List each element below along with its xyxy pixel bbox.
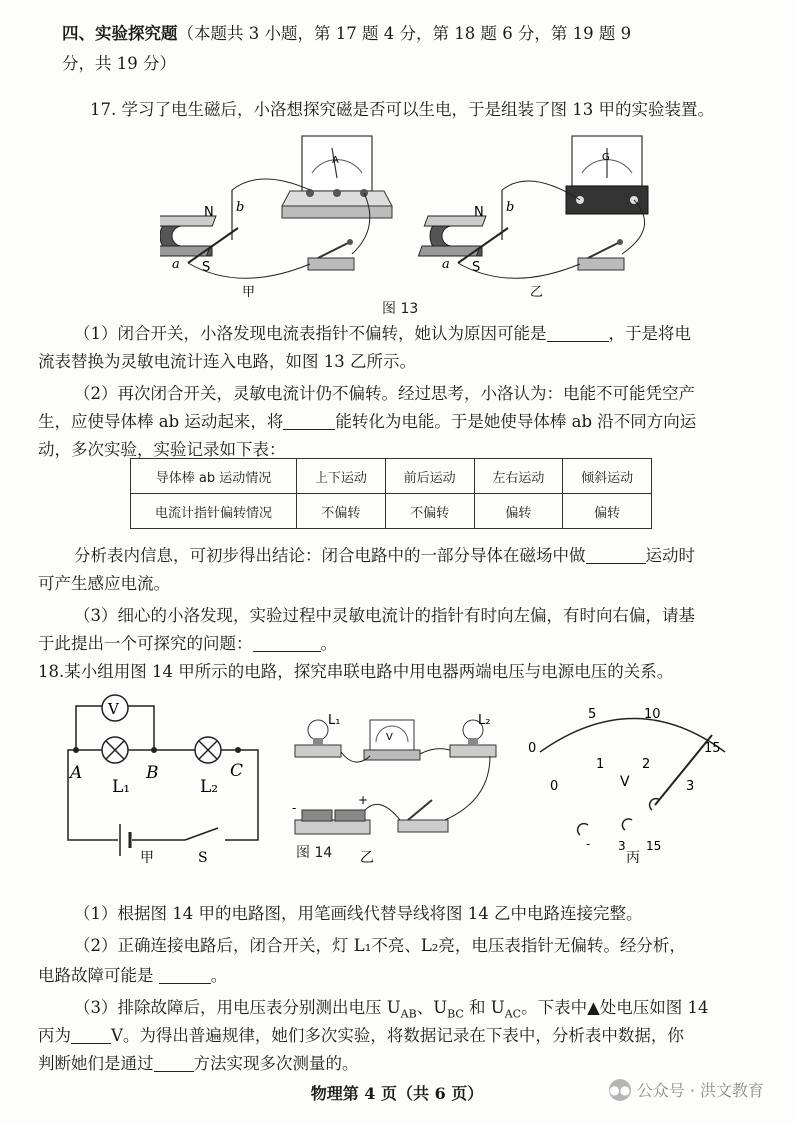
q18-p3-line3 [38,1054,794,1074]
table-cell: 前后运动 [385,459,474,494]
terminal-15: 15 [646,839,662,853]
scale-bottom-2: 2 [642,757,651,772]
scale-bottom-0: 0 [550,779,559,794]
figure-14-jia [68,695,258,866]
label-l1: L₁ [112,777,131,797]
subscript-bc: BC [447,1007,464,1021]
figure-13-caption: 图 13 [382,301,419,317]
q17-p3-line1: （3）细心的小洛发现，实验过程中灵敏电流计的指针有时向左偏，有时向右偏，请基 [74,606,695,625]
table-row [131,459,652,494]
table-cell: 左右运动 [474,459,563,494]
q18-p2-line2 [38,966,794,986]
q17-p2-line2 [38,412,794,432]
figure-14 [40,690,750,880]
answer-blank[interactable] [547,325,609,342]
galv-label: G [602,152,610,163]
section-note: （本题共 3 小题，第 17 题 4 分，第 18 题 6 分，第 19 题 9 [177,24,632,43]
scale-top-10: 10 [644,707,661,722]
figure-13-jia [160,136,392,300]
q17-p3-line2 [38,634,794,654]
q17-p3-text-2: 。 [320,634,337,653]
q17-p2-text: 生，应使导体棒 ab 运动起来，将 [38,412,284,431]
q17-analysis-text-2: 运动时 [645,546,695,565]
ammeter-label: A [332,155,339,166]
scale-top-0: 0 [528,741,537,756]
answer-blank[interactable] [253,635,321,652]
section-title: 四、实验探究题 [62,24,178,43]
meter-v-yi: V [386,732,393,743]
label-jia-14: 甲 [140,850,154,866]
answer-blank[interactable] [586,547,646,564]
q18-p3-sep-2: 和 U [463,998,505,1017]
table-cell: 不偏转 [385,494,474,529]
label-s: S [202,260,211,275]
answer-blank[interactable] [71,1027,111,1044]
label-a-point: A [70,763,83,783]
q18-p3-text-6: 方法实现多次测量的。 [193,1054,359,1073]
q18-p3-text-5: 判断她们是通过 [38,1054,154,1073]
label-l2-yi: L₂ [478,713,491,728]
q18-p2-text-2: 。 [210,966,228,985]
label-s-switch: S [198,850,208,866]
watermark-text: 公众号 · 洪文教育 [636,1081,764,1100]
label-b-2: b [506,200,515,215]
table-cell: 偏转 [474,494,563,529]
q18-p3-line2 [38,1026,794,1046]
label-b: b [236,200,245,215]
label-jia: 甲 [242,285,256,300]
wechat-icon: ●● [609,1079,631,1101]
q18-p3-text-3: 丙为 [38,1026,71,1045]
q17-p2-line1: （2）再次闭合开关，灵敏电流计仍不偏转。经过思考，小洛认为：电能不可能凭空产 [74,384,695,403]
label-a-2: a [442,257,450,272]
answer-blank[interactable] [154,1055,194,1072]
section-header [62,24,794,44]
q17-p3-text: 于此提出一个可探究的问题： [38,634,253,653]
scale-bottom-3: 3 [686,779,695,794]
q18-p3-sep: 、U [416,998,448,1017]
figure-14-bing [528,707,725,866]
table-cell: 偏转 [563,494,652,529]
figure-13 [160,128,670,308]
dial-v-label: V [620,774,630,790]
experiment-table [130,458,652,529]
q17-analysis-line2: 可产生感应电流。 [38,574,170,593]
label-b-point: B [146,763,159,783]
scale-bottom-1: 1 [596,757,605,772]
q17-p2-text-2: 能转化为电能。于是她使导体棒 ab 沿不同方向运 [335,412,697,431]
q17-p2-line3: 动，多次实验，实验记录如下表： [38,440,286,459]
subscript-ab: AB [400,1007,417,1021]
q18-p3-text-4: V。为得出普遍规律，她们多次实验，将数据记录在下表中，分析表中数据，你 [111,1026,684,1045]
section-note-cont: 分，共 19 分） [62,54,176,73]
label-yi-14: 乙 [360,850,374,866]
label-s-2: S [472,260,481,275]
terminal-3: 3 [618,839,626,853]
label-a: a [172,257,180,272]
q17-analysis-text: 分析表内信息，可初步得出结论：闭合电路中的一部分导体在磁场中做 [74,546,586,565]
table-cell: 导体棒 ab 运动情况 [131,459,297,494]
q17-p1-line2: 流表替换为灵敏电流计连入电路，如图 13 乙所示。 [38,352,416,371]
label-l2: L₂ [200,777,219,797]
watermark [609,1078,764,1101]
q17-p1-text: （1）闭合开关，小洛发现电流表指针不偏转，她认为原因可能是 [74,324,547,343]
q18-p3-line1 [74,998,794,1024]
label-n-2: N [474,205,484,220]
q18-p2-text: 电路故障可能是 [38,966,154,985]
label-v: V [108,700,119,718]
label-l1-yi: L₁ [328,713,341,728]
answer-blank[interactable] [283,413,335,430]
figure-14-caption: 图 14 [296,845,333,861]
scale-top-15: 15 [704,741,721,756]
table-row [131,494,652,529]
label-n: N [204,205,214,220]
scale-top-5: 5 [588,707,597,722]
q17-analysis-line1 [74,546,794,566]
label-minus: - [292,801,297,815]
table-cell: 不偏转 [297,494,386,529]
label-yi: 乙 [530,285,544,300]
q18-p3-text-2: 。下表中▲处电压如图 14 [521,998,709,1017]
page-footer: 物理第 4 页（共 6 页） [310,1084,484,1103]
q17-p1-line1 [74,324,794,344]
q18-p2-line1: （2）正确连接电路后，闭合开关，灯 L₁不亮、L₂亮，电压表指针无偏转。经分析， [74,936,686,955]
q18-p3-text: （3）排除故障后，用电压表分别测出电压 U [74,998,401,1017]
table-cell: 倾斜运动 [563,459,652,494]
q17-intro: 17. 学习了电生磁后，小洛想探究磁是否可以生电，于是组装了图 13 甲的实验装置。 [90,100,714,119]
subscript-ac: AC [504,1007,522,1021]
figure-13-yi [418,136,648,300]
label-plus: + [358,793,369,807]
q17-p1-text-2: ，于是将电 [608,324,691,343]
terminal-minus: - [586,837,591,851]
label-bing: 丙 [626,850,640,866]
answer-blank[interactable] [159,967,211,984]
table-cell: 电流计指针偏转情况 [131,494,297,529]
label-c-point: C [230,761,244,781]
table-cell: 上下运动 [297,459,386,494]
q18-intro: 18.某小组用图 14 甲所示的电路，探究串联电路中用电器两端电压与电源电压的关系。 [38,662,674,681]
q18-p1: （1）根据图 14 甲的电路图，用笔画线代替导线将图 14 乙中电路连接完整。 [74,904,643,923]
